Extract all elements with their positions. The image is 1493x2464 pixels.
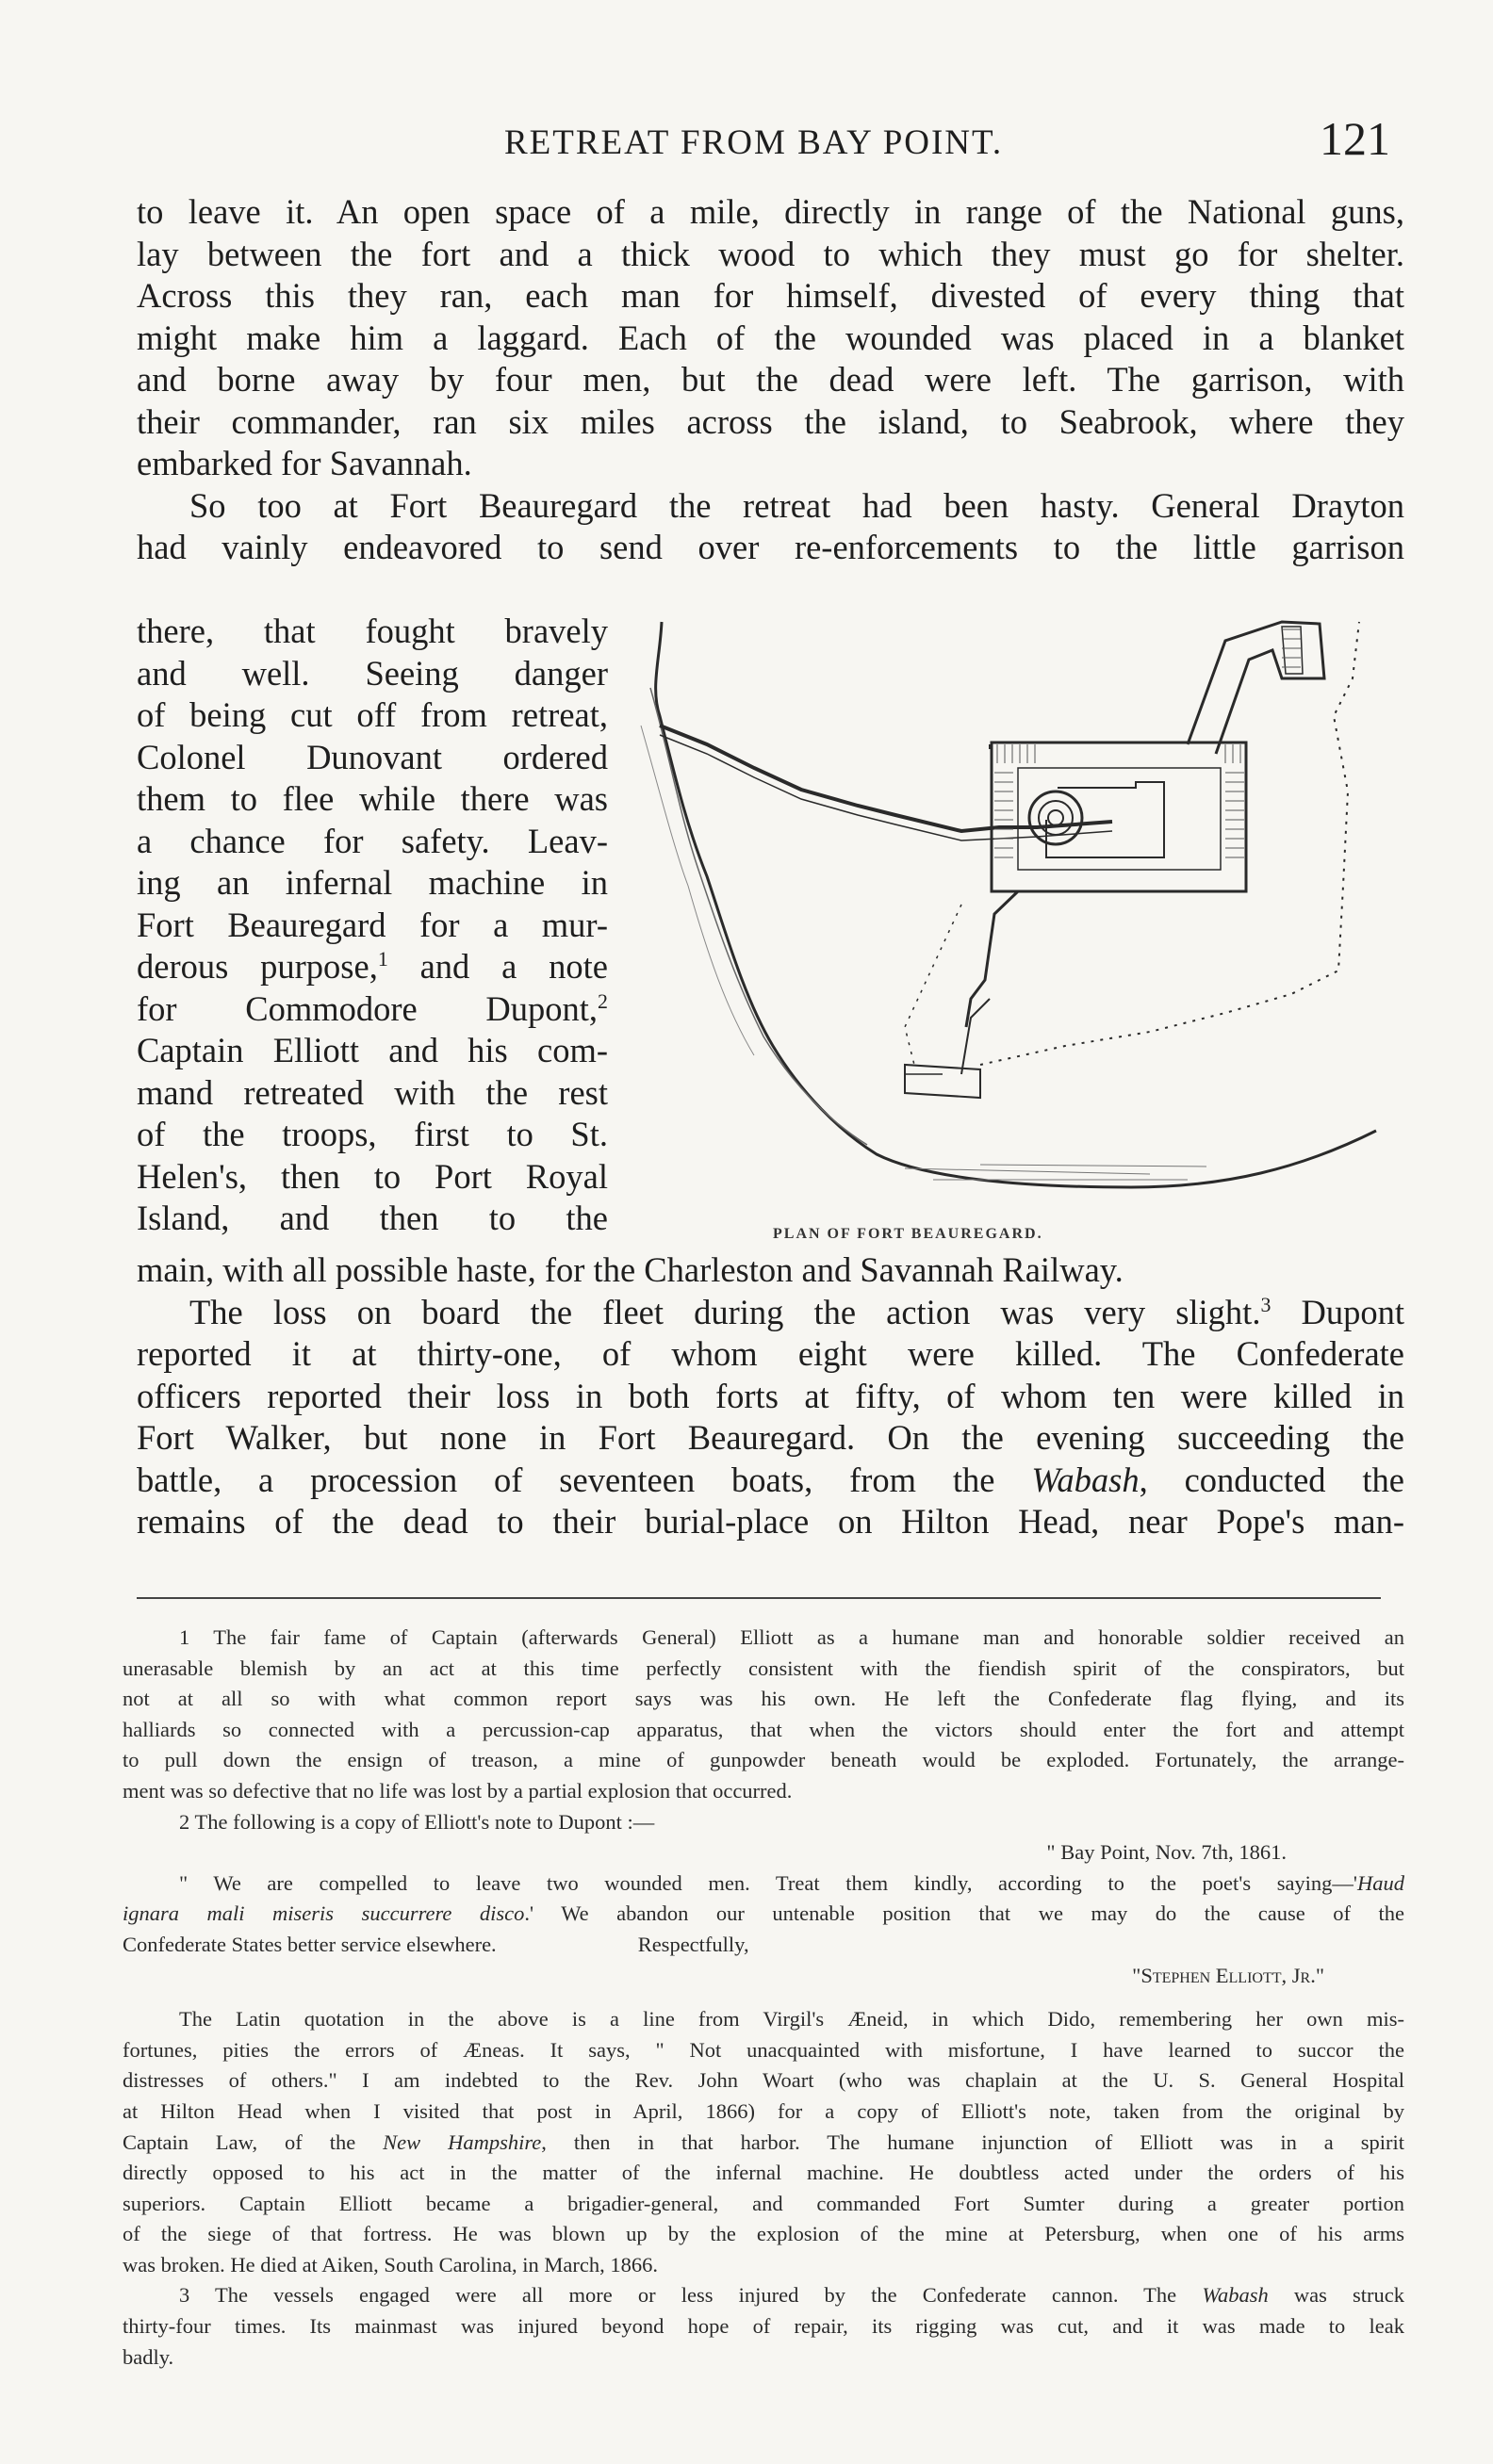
text-line: officers reported their loss in both forts at fifty, of whom ten were killed in: [137, 1376, 1404, 1415]
commentary-line: distresses of others." I am indebted to the Rev. John Woart (who was chaplain at the U. S. General Hospital: [123, 2068, 1404, 2093]
ship-name: Wabash: [1031, 1460, 1140, 1499]
text-line: Captain Elliott and his com-: [137, 1031, 608, 1069]
text-line: Fort Walker, but none in Fort Beauregard. On the evening succeeding the: [137, 1418, 1404, 1457]
fort-plan-illustration: [622, 603, 1414, 1253]
text-line: them to flee while there was: [137, 779, 608, 818]
text-line: The loss on board the fleet during the action was very slight.$^3$ Dupont: [189, 1292, 1404, 1331]
commentary-line: The Latin quotation in the above is a line from Virgil's Æneid, in which Dido, remembering her own mis-: [179, 2007, 1404, 2032]
text-line: derous purpose,$^1$ and a note: [137, 946, 608, 986]
text-line: Helen's, then to Port Royal: [137, 1156, 608, 1196]
text-line: of the troops, first to St.: [137, 1115, 608, 1153]
figure-caption: PLAN OF FORT BEAUREGARD.: [773, 1226, 1043, 1242]
text-line: their commander, ran six miles across the island, to Seabrook, where they: [137, 401, 1404, 441]
text-line: So too at Fort Beauregard the retreat had been hasty. General Drayton: [189, 485, 1404, 525]
text-line: of being cut off from retreat,: [137, 695, 608, 734]
text-line: had vainly endeavored to send over re-enforcements to the little garrison: [137, 528, 1404, 566]
footnote-2-intro: 2 The following is a copy of Elliott's note to Dupont :—: [179, 1809, 655, 1834]
text-line: and borne away by four men, but the dead were left. The garrison, with: [137, 360, 1404, 399]
commentary-line: directly opposed to his act in the matter of the infernal machine. He doubtless acted under the orders of his: [123, 2161, 1404, 2185]
commentary-line: fortunes, pities the errors of Æneas. It says, " Not unacquainted with misfortune, I have learned to succor the: [123, 2037, 1404, 2062]
footnote-1-line: 1 The fair fame of Captain (afterwards General) Elliott as a humane man and honorable soldier received an: [179, 1625, 1404, 1649]
body-text-top: [137, 191, 1404, 569]
text-line: ing an infernal machine in: [137, 863, 608, 902]
footnote-3-line: thirty-four times. Its mainmast was injured beyond hope of repair, its rigging was cut, and it was made to leak: [123, 2314, 1404, 2339]
running-title: RETREAT FROM BAY POINT.: [504, 123, 1004, 162]
commentary-line: of the siege of that fortress. He was blown up by the explosion of the mine at Petersburg, when one of his arms: [123, 2222, 1404, 2246]
footnote-1-line: to pull down the ensign of treason, a mine of gunpowder beneath would be exploded. Fortunately, the arrange-: [123, 1748, 1404, 1772]
text-line: remains of the dead to their burial-place on Hilton Head, near Pope's man-: [137, 1502, 1404, 1541]
footnote-ref-1[interactable]: 1: [377, 946, 388, 971]
text-line: reported it at thirty-one, of whom eight were killed. The Confederate: [137, 1334, 1404, 1373]
commentary-line: at Hilton Head when I visited that post in April, 1866) for a copy of Elliott's note, taken from the original by: [123, 2098, 1404, 2123]
text-line: might make him a laggard. Each of the wounded was placed in a blanket: [137, 318, 1404, 357]
commentary-line: superiors. Captain Elliott became a brigadier-general, and commanded Fort Sumter during a greater portion: [123, 2191, 1404, 2215]
text-line: main, with all possible haste, for the Charleston and Savannah Railway.: [137, 1250, 1124, 1289]
ship-name: Wabash: [1202, 2283, 1269, 2308]
ship-name: New Hampshire: [383, 2129, 542, 2154]
letter-line: " We are compelled to leave two wounded men. Treat them kindly, according to the poet's saying—'Haud: [179, 1870, 1404, 1895]
wrapped-text-column: [137, 611, 608, 1240]
running-head: [0, 111, 1493, 177]
footnote-1-line: halliards so connected with a percussion-cap apparatus, that when the victors should enter the fort and attempt: [123, 1717, 1404, 1741]
text-line: lay between the fort and a thick wood to which they must go for shelter.: [137, 234, 1404, 273]
text-line: Fort Beauregard for a mur-: [137, 905, 608, 944]
letter-line: ignara mali miseris succurrere disco.' We abandon our untenable position that we may do the cause of the: [123, 1901, 1404, 1926]
commentary-line: was broken. He died at Aiken, South Carolina, in March, 1866.: [123, 2252, 659, 2276]
footnotes: [123, 1623, 1404, 2373]
letter-line: Confederate States better service elsewhere. Respectfully,: [123, 1932, 749, 1956]
text-line: embarked for Savannah.: [137, 444, 472, 482]
footnote-ref-3[interactable]: 3: [1260, 1292, 1272, 1316]
text-line: there, that fought bravely: [137, 612, 608, 650]
text-line: and well. Seeing danger: [137, 653, 608, 693]
text-line: a chance for safety. Leav-: [137, 821, 608, 860]
footnote-1-line: not at all so with what common report says was his own. He left the Confederate flag flying, and its: [123, 1687, 1404, 1711]
commentary-line: Captain Law, of the New Hampshire, then in that harbor. The humane injunction of Elliott was in a spirit: [123, 2129, 1404, 2154]
text-line: for Commodore Dupont,$^2$: [137, 988, 608, 1028]
body-text-bottom: [137, 1249, 1404, 1543]
footnote-1-line: ment was so defective that no life was lost by a partial explosion that occurred.: [123, 1778, 793, 1803]
text-line: mand retreated with the rest: [137, 1072, 608, 1112]
letter-closing: Respectfully,: [637, 1932, 749, 1956]
text-line: to leave it. An open space of a mile, directly in range of the National guns,: [137, 192, 1404, 231]
text-line: battle, a procession of seventeen boats, from the Wabash, conducted the: [137, 1460, 1404, 1499]
letter-date: " Bay Point, Nov. 7th, 1861.: [1046, 1840, 1287, 1865]
footnote-3-line: badly.: [123, 2344, 174, 2369]
text-line: Colonel Dunovant ordered: [137, 737, 608, 776]
letter-signature: "Stephen Elliott, Jr.": [1132, 1963, 1324, 1987]
text-line: Across this they ran, each man for himself, divested of every thing that: [137, 276, 1404, 315]
footnote-1-line: unerasable blemish by an act at this time perfectly consistent with the fiendish spirit of the conspirators, but: [123, 1656, 1404, 1680]
footnote-ref-2[interactable]: 2: [598, 988, 608, 1013]
text-line: Island, and then to the: [137, 1199, 608, 1237]
page-number: 121: [1320, 112, 1390, 165]
footnote-3-line: 3 The vessels engaged were all more or less injured by the Confederate cannon. The Wabash was struck: [179, 2283, 1404, 2308]
footnote-divider: [137, 1597, 1381, 1599]
